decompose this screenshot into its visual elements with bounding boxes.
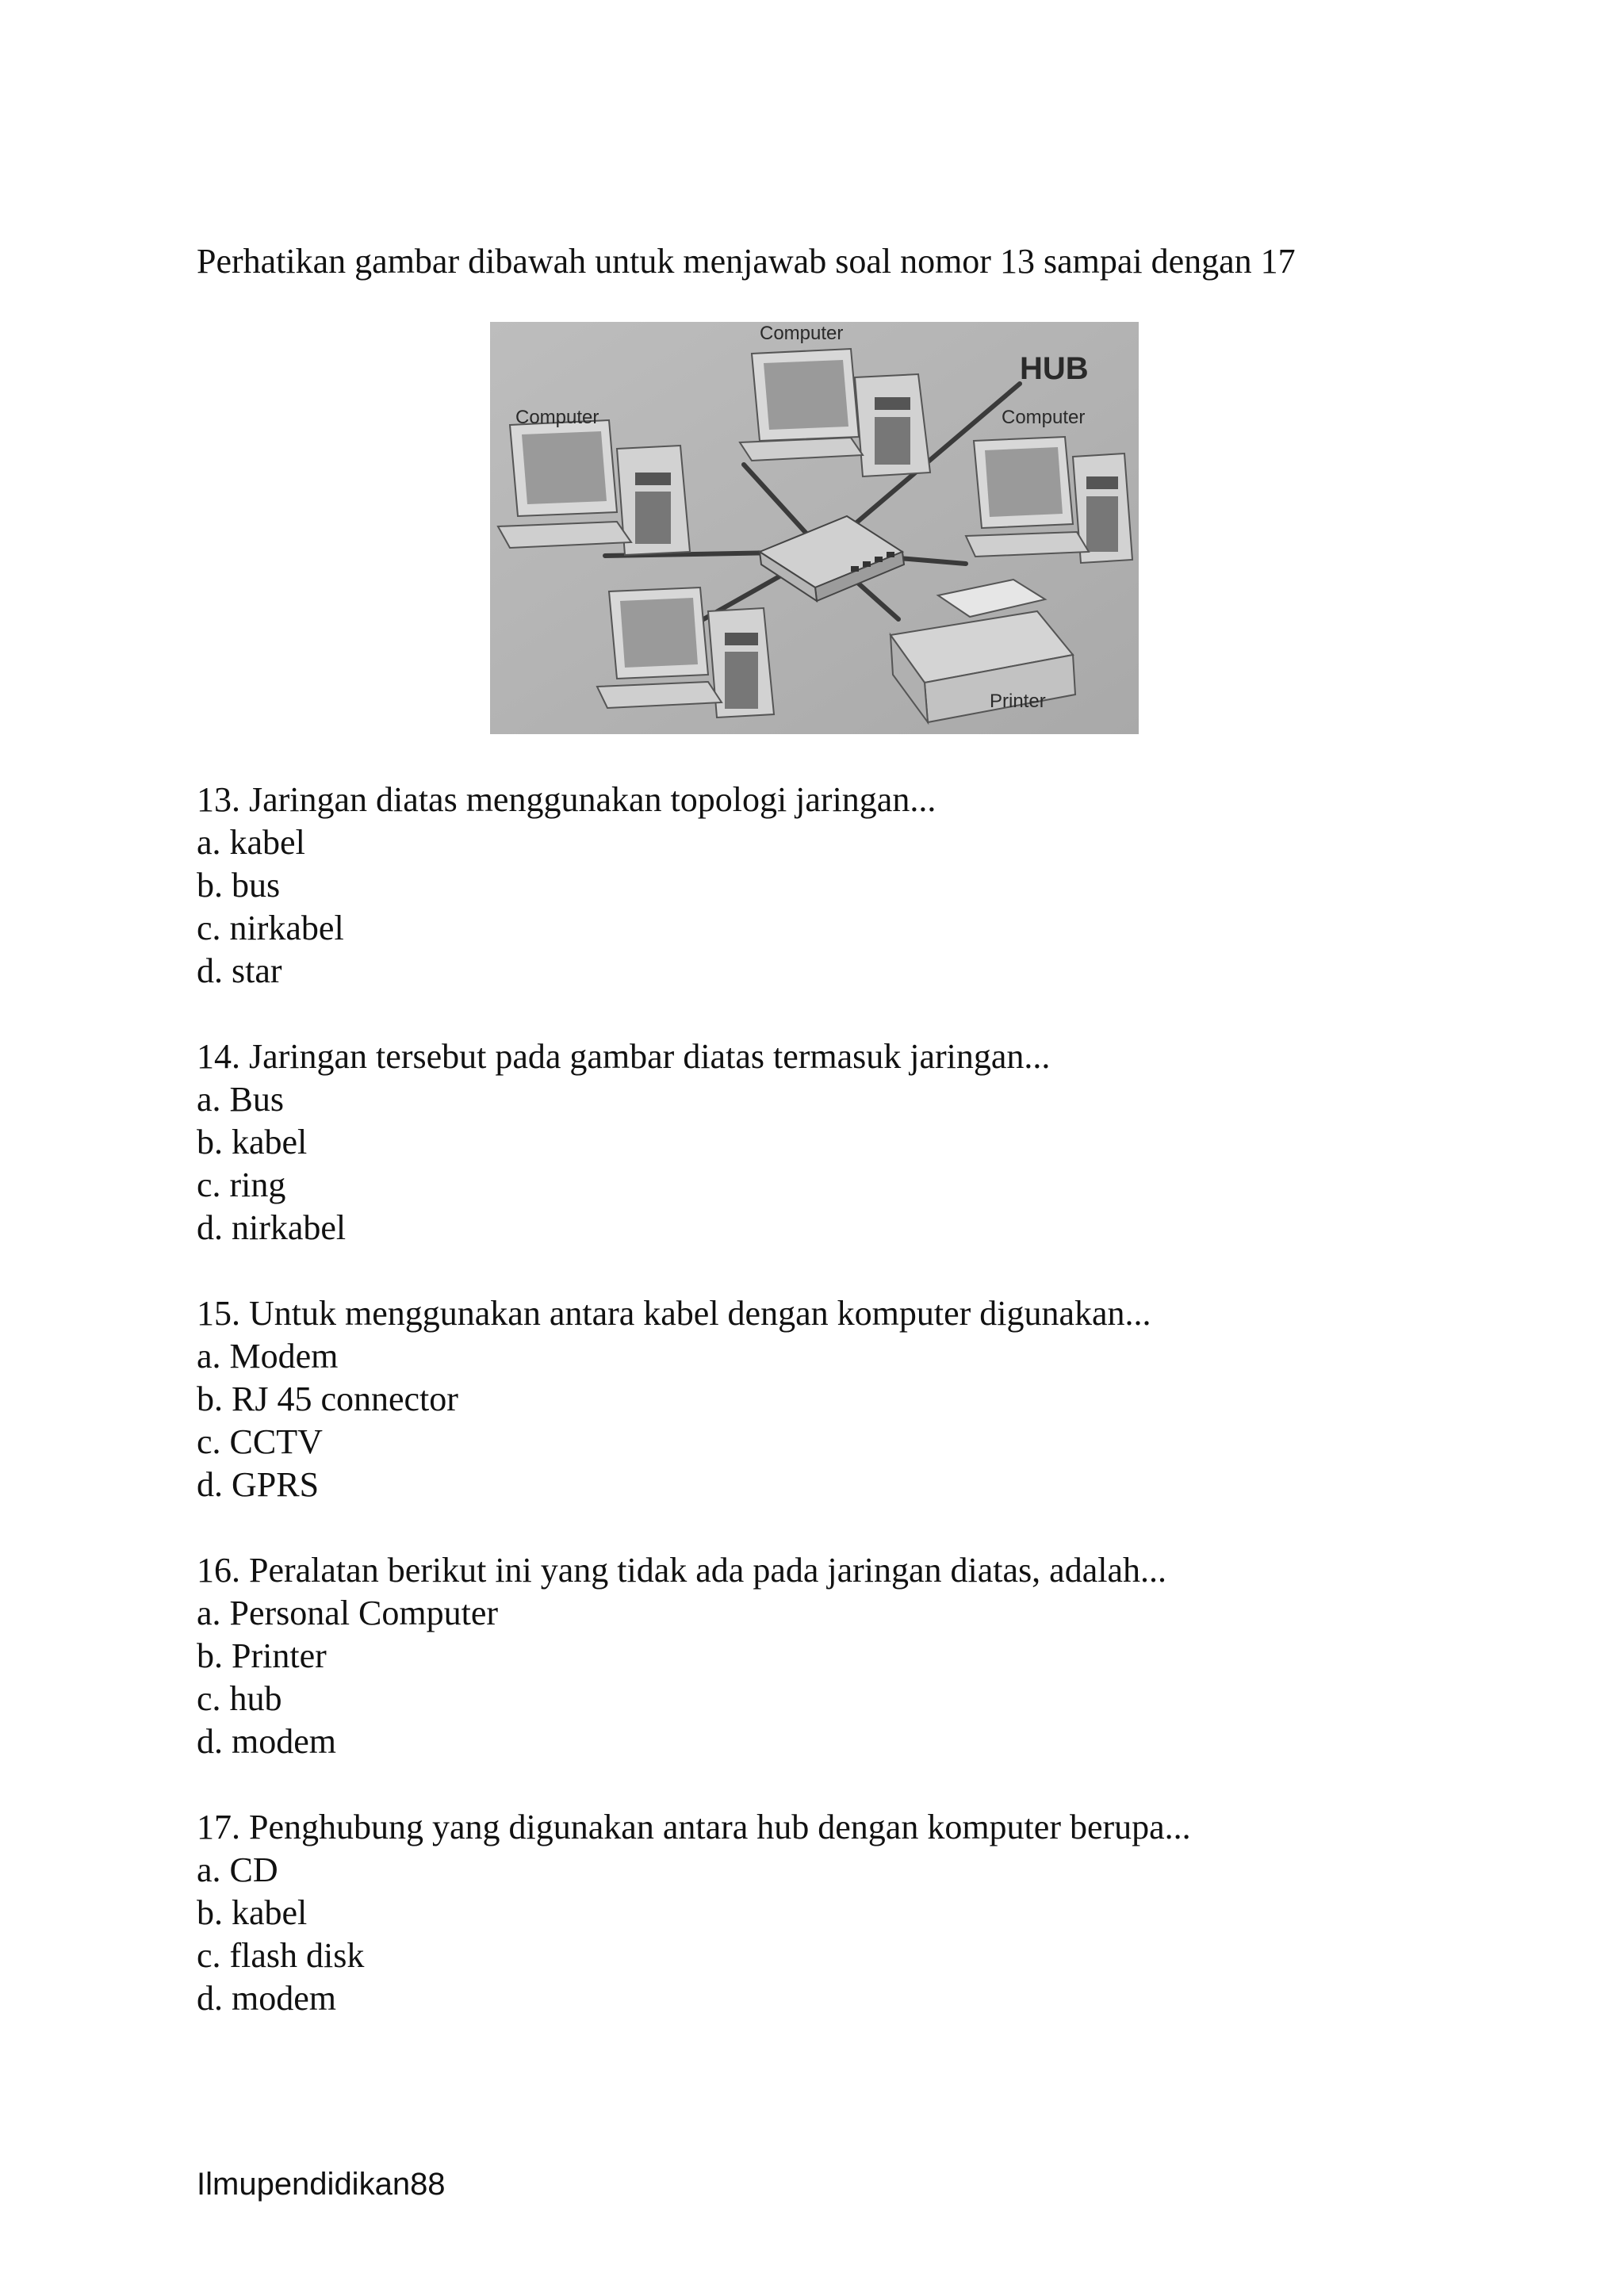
question-text: 13. Jaringan diatas menggunakan topologi jaringan... [197, 780, 936, 819]
hub-label: HUB [1020, 351, 1089, 386]
computer-right [966, 437, 1132, 563]
computer-left-label: Computer [515, 407, 599, 428]
computer-right-label: Computer [1002, 407, 1086, 428]
option-a: a. kabel [197, 823, 305, 862]
question-14 [197, 1035, 1465, 1249]
option-c: c. ring [197, 1165, 286, 1204]
option-b: b. bus [197, 866, 281, 905]
option-c: c. CCTV [197, 1422, 323, 1461]
option-c: c. flash disk [197, 1936, 365, 1975]
question-text: 17. Penghubung yang digunakan antara hub dengan komputer berupa... [197, 1808, 1191, 1846]
option-d: d. nirkabel [197, 1208, 347, 1247]
option-c: c. nirkabel [197, 909, 344, 947]
option-d: d. GPRS [197, 1465, 320, 1504]
question-17 [197, 1806, 1465, 2020]
option-d: d. modem [197, 1722, 336, 1761]
question-16 [197, 1549, 1465, 1763]
question-list [197, 779, 1465, 2063]
option-c: c. hub [197, 1679, 282, 1718]
option-b: b. Printer [197, 1636, 327, 1675]
option-b: b. kabel [197, 1123, 308, 1161]
option-a: a. Personal Computer [197, 1594, 499, 1632]
question-text: 14. Jaringan tersebut pada gambar diatas termasuk jaringan... [197, 1037, 1051, 1076]
instruction-text: Perhatikan gambar dibawah untuk menjawab soal nomor 13 sampai dengan 17 [197, 242, 1296, 281]
option-d: d. modem [197, 1979, 336, 2018]
option-a: a. CD [197, 1850, 278, 1889]
question-15 [197, 1292, 1465, 1506]
option-b: b. kabel [197, 1893, 308, 1932]
footer-watermark: Ilmupendidikan88 [197, 2167, 446, 2202]
printer-label: Printer [990, 691, 1046, 712]
option-a: a. Modem [197, 1337, 339, 1376]
computer-top-label: Computer [760, 323, 844, 344]
option-d: d. star [197, 951, 282, 990]
question-text: 15. Untuk menggunakan antara kabel dengan komputer digunakan... [197, 1294, 1151, 1333]
question-text: 16. Peralatan berikut ini yang tidak ada pada jaringan diatas, adalah... [197, 1551, 1166, 1590]
option-a: a. Bus [197, 1080, 284, 1119]
question-13 [197, 779, 1465, 993]
network-topology-figure [490, 322, 1139, 734]
option-b: b. RJ 45 connector [197, 1380, 458, 1418]
